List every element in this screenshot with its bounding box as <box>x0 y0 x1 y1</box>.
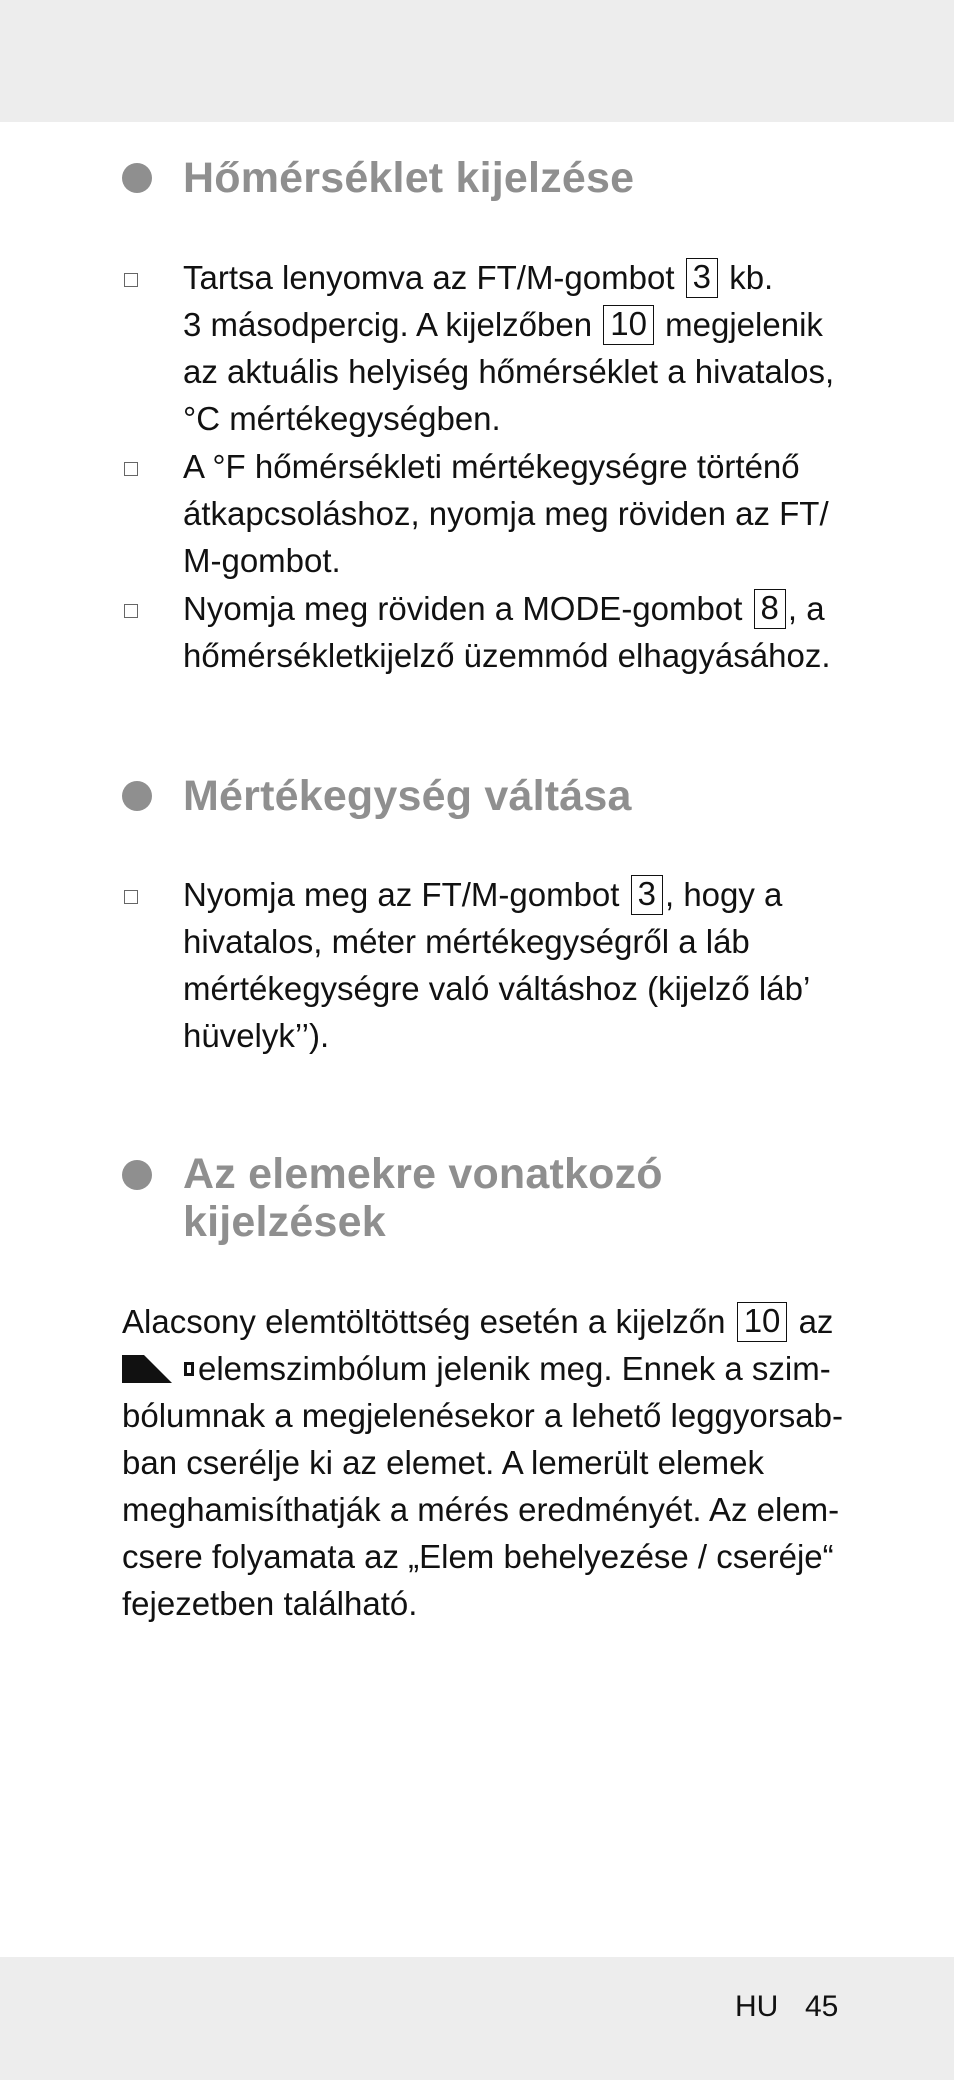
reference-number: 8 <box>754 589 786 629</box>
paragraph-text: ban cserélje ki az elemet. A lemerült elemek <box>122 1444 764 1481</box>
paragraph-text: bólumnak a megjelenésekor a lehető leggyorsab- <box>122 1397 843 1434</box>
item-text: hőmérsékletkijelző üzemmód elhagyásához. <box>183 637 831 674</box>
item-text: Nyomja meg az FT/M-gombot <box>183 876 620 913</box>
reference-number: 3 <box>631 875 663 915</box>
paragraph-text: meghamisíthatják a mérés eredményét. Az elem- <box>122 1491 840 1528</box>
item-text: hivatalos, méter mértékegységről a láb <box>183 923 750 960</box>
list-bullet-icon <box>124 890 138 904</box>
item-text: az aktuális helyiség hőmérséklet a hivatalos, <box>183 353 835 390</box>
paragraph-text: fejezetben található. <box>122 1585 418 1622</box>
list-bullet-icon <box>124 604 138 618</box>
section-bullet-icon <box>122 163 152 193</box>
top-band <box>0 0 954 122</box>
item-text: Nyomja meg röviden a MODE-gombot <box>183 590 743 627</box>
list-bullet-icon <box>124 273 138 287</box>
item-text: megjelenik <box>665 306 823 343</box>
item-text: , hogy a <box>664 876 783 913</box>
item-text: A °F hőmérsékleti mértékegységre történő <box>183 448 800 485</box>
paragraph-text: elemszimbólum jelenik meg. Ennek a szim- <box>198 1350 831 1387</box>
list-item <box>183 254 863 442</box>
section-title-temperature: Hőmérséklet kijelzése <box>183 154 635 202</box>
item-text: M-gombot. <box>183 542 341 579</box>
section-title-unit-change: Mértékegység váltása <box>183 772 632 820</box>
section-title-line: Az elemekre vonatkozó <box>183 1150 663 1198</box>
item-text: mértékegységre való váltáshoz (kijelző láb’ <box>183 970 811 1007</box>
paragraph-text: Alacsony elemtöltöttség esetén a kijelzőn <box>122 1303 726 1340</box>
reference-number: 3 <box>686 258 718 298</box>
battery-paragraph <box>122 1298 857 1627</box>
item-text: hüvelyk’’). <box>183 1017 330 1054</box>
item-text: átkapcsoláshoz, nyomja meg röviden az FT/ <box>183 495 829 532</box>
list-item <box>183 585 863 679</box>
paragraph-text: az <box>798 1303 834 1340</box>
list-item <box>183 871 863 1059</box>
list-item <box>183 443 863 584</box>
reference-number: 10 <box>737 1302 788 1342</box>
item-text: Tartsa lenyomva az FT/M-gombot <box>183 259 675 296</box>
low-battery-icon <box>122 1355 194 1383</box>
section-title-battery <box>183 1150 663 1246</box>
list-bullet-icon <box>124 462 138 476</box>
section-bullet-icon <box>122 781 152 811</box>
paragraph-text: csere folyamata az „Elem behelyezése / cseréje“ <box>122 1538 834 1575</box>
item-text: 3 másodpercig. A kijelzőben <box>183 306 593 343</box>
language-code: HU <box>735 1990 779 2023</box>
page-number: 45 <box>805 1990 839 2023</box>
item-text: kb. <box>729 259 774 296</box>
item-text: °C mértékegységben. <box>183 400 501 437</box>
item-text: , a <box>787 590 825 627</box>
reference-number: 10 <box>603 305 654 345</box>
section-bullet-icon <box>122 1160 152 1190</box>
section-title-line: kijelzések <box>183 1198 386 1246</box>
